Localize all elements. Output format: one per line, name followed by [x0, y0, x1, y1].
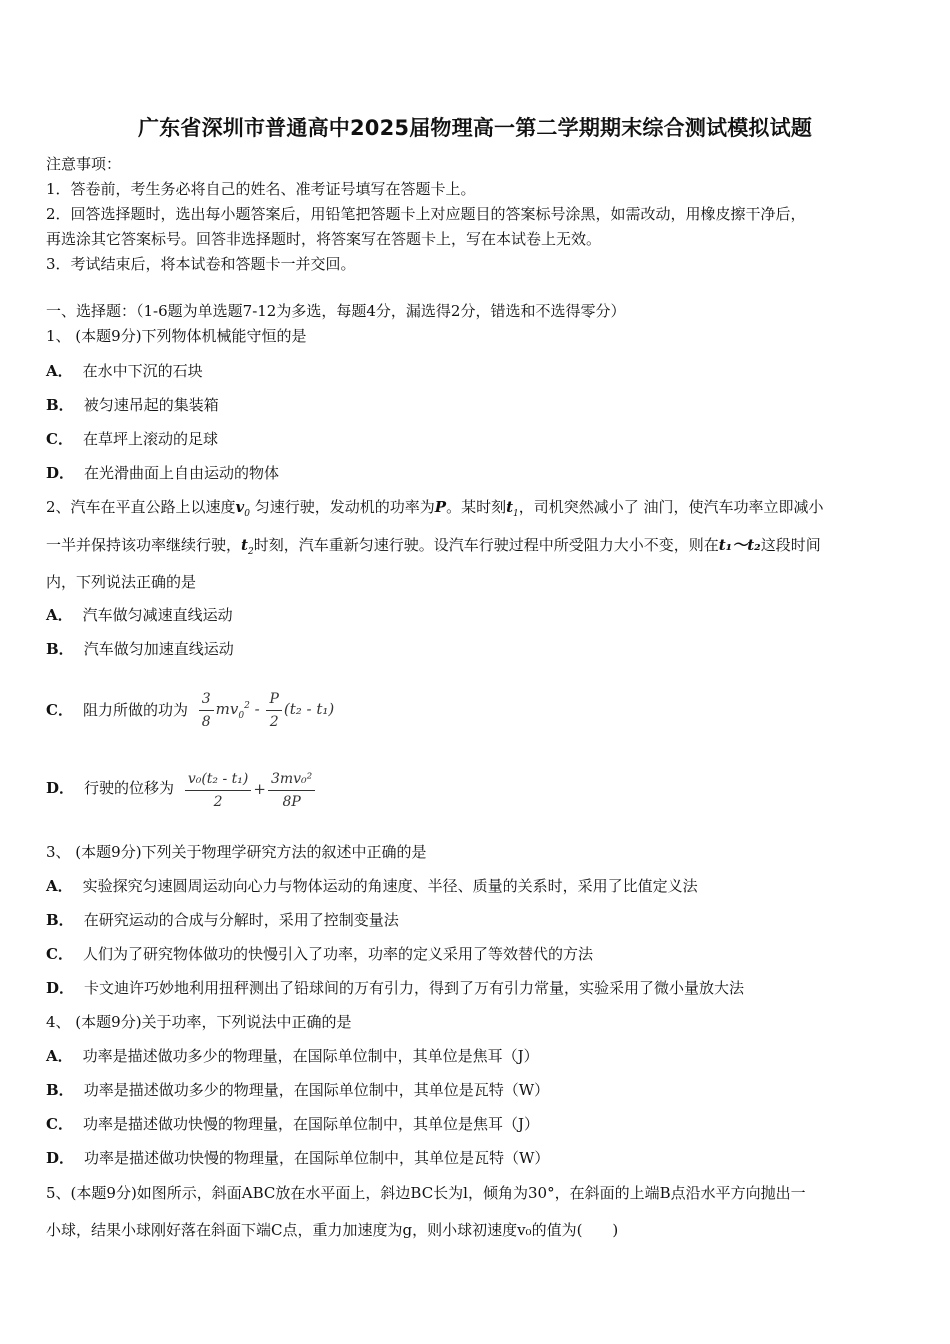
- denominator: 8: [201, 713, 211, 730]
- option-text: 在水中下沉的石块: [82, 362, 203, 380]
- var-v0: v: [235, 498, 245, 516]
- question-5-stem-line1: 5、(本题9分)如图所示，斜面ABC放在水平面上，斜边BC长为l，倾角为30°，在斜面的上端B点沿水平方向抛出一: [46, 1184, 806, 1202]
- option-text: 行驶的位移为: [84, 779, 175, 797]
- fraction: [185, 768, 252, 813]
- fraction: [199, 688, 214, 733]
- option-label: B．: [46, 640, 74, 658]
- q3-option-d: [46, 978, 744, 998]
- q1-option-c: [46, 429, 218, 449]
- q4-option-c: [46, 1114, 539, 1134]
- var-t1: t: [506, 498, 514, 516]
- question-4-stem: 4、 (本题9分)关于功率，下列说法中正确的是: [46, 1013, 352, 1031]
- option-text: 汽车做匀减速直线运动: [82, 606, 233, 624]
- stem-text: 。某时刻: [446, 498, 507, 516]
- option-label: A．: [46, 362, 73, 380]
- option-label: B．: [46, 1081, 74, 1099]
- option-text: 阻力所做的功为: [82, 701, 188, 719]
- var-range: t₁～t₂: [718, 536, 761, 554]
- numerator: P: [266, 688, 281, 711]
- q3-option-a: [46, 876, 698, 896]
- denominator: 2: [213, 793, 223, 810]
- q2-option-b: [46, 639, 234, 659]
- question-1-stem: 1、 (本题9分)下列物体机械能守恒的是: [46, 327, 307, 345]
- q4-option-d: [46, 1148, 549, 1168]
- notice-item: 3．考试结束后，将本试卷和答题卡一并交回。: [46, 255, 356, 273]
- fraction: [268, 768, 315, 813]
- formula-term: (t₂ - t₁): [283, 700, 335, 718]
- option-label: C．: [46, 430, 73, 448]
- option-text: 人们为了研究物体做功的快慢引入了功率，功率的定义采用了等效替代的方法: [82, 945, 593, 963]
- q3-option-c: [46, 944, 593, 964]
- notice-item: 再选涂其它答案标号。回答非选择题时，将答案写在答题卡上，写在本试卷上无效。: [46, 230, 602, 248]
- option-label: B．: [46, 911, 74, 929]
- numerator: v₀(t₂ - t₁): [185, 768, 252, 791]
- option-text: 功率是描述做功快慢的物理量，在国际单位制中，其单位是焦耳（J）: [82, 1115, 539, 1133]
- formula-term: mv: [215, 700, 239, 718]
- q1-option-b: [46, 395, 219, 415]
- option-label: C．: [46, 1115, 73, 1133]
- question-5-stem-line2: 小球，结果小球刚好落在斜面下端C点，重力加速度为g，则小球初速度v₀的值为( ): [46, 1221, 619, 1239]
- stem-text: ，司机突然减小了 油门，使汽车功率立即减小: [518, 498, 824, 516]
- question-2-stem-line2: [46, 535, 821, 562]
- q2-option-d: [46, 758, 317, 819]
- stem-text: 一半并保持该功率继续行驶，: [46, 536, 242, 554]
- option-label: C．: [46, 945, 73, 963]
- option-label: C．: [46, 701, 73, 719]
- denominator: 8P: [282, 793, 301, 810]
- formula-displacement: [183, 759, 317, 819]
- formula-op: +: [253, 780, 266, 798]
- numerator: 3mv₀²: [268, 768, 315, 791]
- option-label: A．: [46, 606, 73, 624]
- stem-text: 时刻，汽车重新匀速行驶。设汽车行驶过程中所受阻力大小不变，则在: [253, 536, 719, 554]
- option-text: 被匀速吊起的集装箱: [83, 396, 219, 414]
- option-label: D．: [46, 779, 75, 797]
- notice-item: 1．答卷前，考生务必将自己的姓名、准考证号填写在答题卡上。: [46, 180, 476, 198]
- option-label: D．: [46, 464, 75, 482]
- var-t2: t: [241, 536, 248, 554]
- option-text: 功率是描述做功多少的物理量，在国际单位制中，其单位是瓦特（W）: [83, 1081, 550, 1099]
- option-text: 卡文迪许巧妙地利用扭秤测出了铅球间的万有引力，得到了万有引力常量，实验采用了微小量放大法: [84, 979, 745, 997]
- question-2-stem-line3: 内，下列说法正确的是: [46, 573, 197, 591]
- q4-option-b: [46, 1080, 549, 1100]
- numerator: 3: [199, 688, 214, 711]
- formula-work: [197, 676, 335, 746]
- var-sub: 1: [513, 509, 519, 519]
- option-label: A．: [46, 877, 73, 895]
- formula-sub: 0: [238, 711, 245, 721]
- option-text: 在光滑曲面上自由运动的物体: [84, 464, 280, 482]
- section-heading: 一、选择题：（1-6题为单选题7-12为多选，每题4分，漏选得2分，错选和不选得零分）: [46, 302, 626, 320]
- q1-option-a: [46, 361, 203, 381]
- fraction: [266, 688, 281, 733]
- notice-item: 2．回答选择题时，选出每小题答案后，用铅笔把答题卡上对应题目的答案标号涂黑，如需改动，用橡皮擦干净后，: [46, 205, 806, 223]
- stem-text: 这段时间: [760, 536, 821, 554]
- option-text: 功率是描述做功多少的物理量，在国际单位制中，其单位是焦耳（J）: [82, 1047, 539, 1065]
- notice-heading: 注意事项：: [46, 155, 122, 173]
- option-text: 功率是描述做功快慢的物理量，在国际单位制中，其单位是瓦特（W）: [84, 1149, 550, 1167]
- q3-option-b: [46, 910, 399, 930]
- page-title: 广东省深圳市普通高中2025届物理高一第二学期期末综合测试模拟试题: [137, 116, 813, 140]
- var-p: P: [434, 498, 447, 516]
- q2-option-a: [46, 605, 233, 625]
- option-text: 汽车做匀加速直线运动: [83, 640, 234, 658]
- formula-sup: 2: [244, 701, 250, 711]
- q4-option-a: [46, 1046, 539, 1066]
- denominator: 2: [269, 713, 279, 730]
- option-label: A．: [46, 1047, 73, 1065]
- q2-option-c: [46, 676, 334, 746]
- question-3-stem: 3、 (本题9分)下列关于物理学研究方法的叙述中正确的是: [46, 843, 427, 861]
- formula-op: -: [249, 700, 265, 718]
- stem-text: 匀速行驶，发动机的功率为: [254, 498, 435, 516]
- option-text: 实验探究匀速圆周运动向心力与物体运动的角速度、半径、质量的关系时，采用了比值定义法: [82, 877, 698, 895]
- option-text: 在草坪上滚动的足球: [82, 430, 218, 448]
- q1-option-d: [46, 463, 279, 483]
- option-label: D．: [46, 979, 75, 997]
- option-label: B．: [46, 396, 74, 414]
- stem-text: 2、汽车在平直公路上以速度: [46, 498, 236, 516]
- var-sub: 0: [244, 509, 250, 519]
- option-text: 在研究运动的合成与分解时，采用了控制变量法: [83, 911, 399, 929]
- var-sub: 2: [247, 547, 254, 557]
- question-2-stem-line1: [46, 497, 824, 524]
- option-label: D．: [46, 1149, 75, 1167]
